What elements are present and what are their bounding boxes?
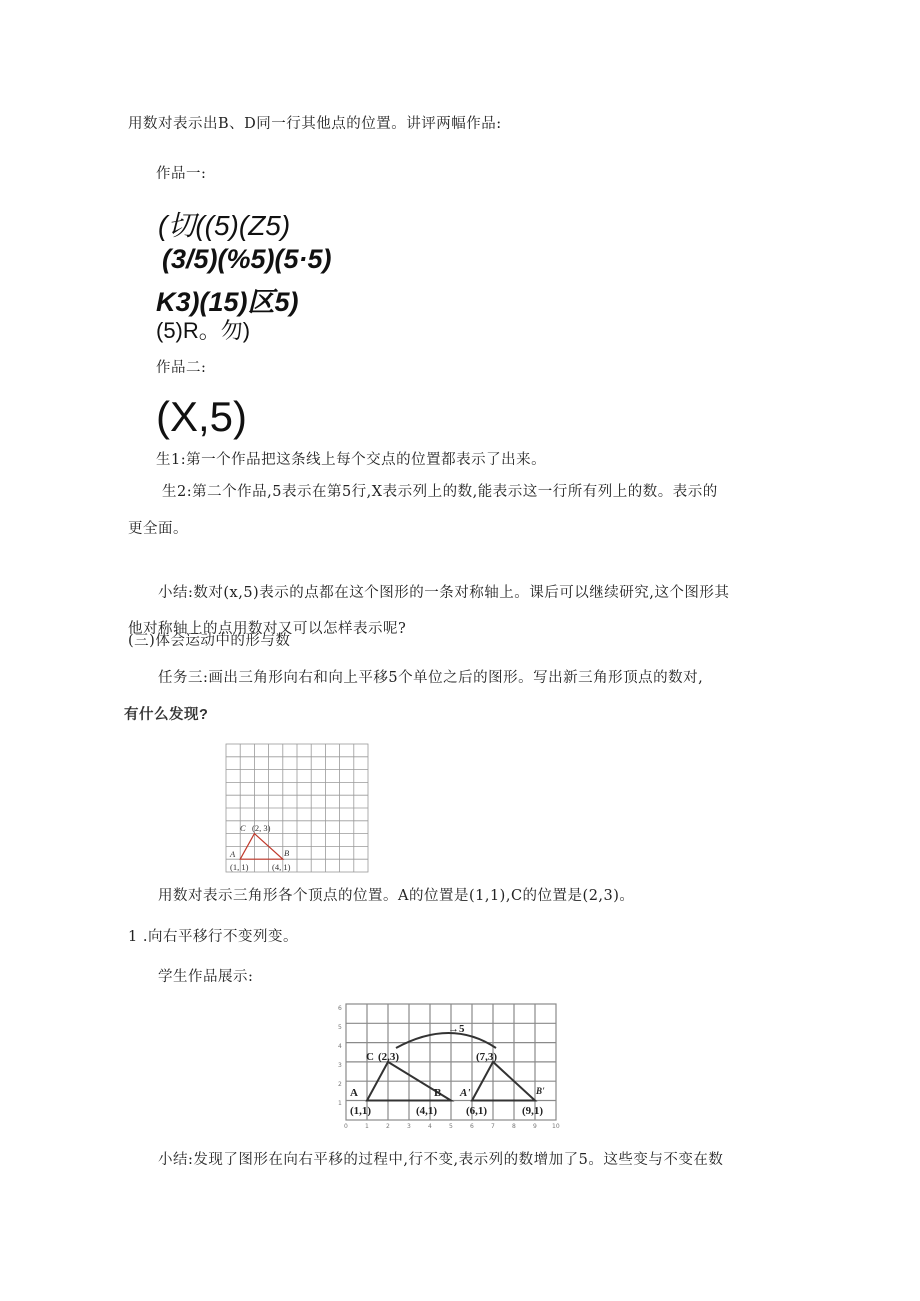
coord-a-prime: (6,1)	[466, 1105, 488, 1117]
task-3-question: 有什么发现?	[124, 707, 209, 723]
summary-1: 小结:数对(x,5)表示的点都在这个图形的一条对称轴上。课后可以继续研究,这个图形其	[158, 585, 730, 601]
student-work-label: 学生作品展示:	[158, 969, 254, 985]
label-b: B	[434, 1087, 442, 1099]
arrow-label: →5	[448, 1023, 465, 1035]
label-a: A	[350, 1087, 358, 1099]
label-c: C	[240, 823, 246, 833]
student-1-remark: 生1:第一个作品把这条线上每个交点的位置都表示了出来。	[156, 452, 547, 468]
y-tick: 2	[338, 1081, 342, 1088]
label-a-prime: A'	[460, 1087, 471, 1099]
y-tick: 5	[338, 1024, 342, 1031]
figure-grid-translation	[336, 998, 568, 1130]
coord-c: (2, 3)	[252, 823, 271, 833]
section-3-heading: (三)体会运动中的形与数	[128, 633, 291, 649]
x-tick: 0	[344, 1123, 348, 1130]
coord-c-prime: (7,3)	[476, 1051, 498, 1063]
handwriting-line-1: (切((5)(Z5)	[158, 210, 291, 241]
y-tick: 6	[338, 1005, 342, 1012]
coord-b-prime: (9,1)	[522, 1105, 544, 1117]
item-1: 1 .向右平移行不变列变。	[128, 929, 298, 945]
work-one-label: 作品一:	[156, 166, 207, 182]
summary-2: 小结:发现了图形在向右平移的过程中,行不变,表示列的数增加了5。这些变与不变在数	[158, 1152, 724, 1168]
student-2-remark: 生2:第二个作品,5表示在第5行,X表示列上的数,能表示这一行所有列上的数。表示的	[162, 484, 718, 500]
coord-b: (4, 1)	[272, 862, 291, 872]
figure-grid-small	[212, 740, 372, 880]
x-tick: 9	[533, 1123, 537, 1130]
handwriting-line-3: K3)(15)区5)	[156, 287, 299, 317]
y-tick: 3	[338, 1062, 342, 1069]
x-tick: 4	[428, 1123, 432, 1130]
work-two-answer: (X,5)	[156, 393, 248, 440]
paragraph-1: 用数对表示出B、D同一行其他点的位置。讲评两幅作品:	[128, 116, 502, 132]
x-tick: 10	[552, 1123, 560, 1130]
handwriting-line-2: (3/5)(%5)(5·5)	[162, 244, 332, 274]
x-tick: 5	[449, 1123, 453, 1130]
y-tick: 1	[338, 1100, 342, 1107]
coord-a: (1, 1)	[230, 862, 249, 872]
task-3: 任务三:画出三角形向右和向上平移5个单位之后的图形。写出新三角形顶点的数对,	[158, 670, 704, 686]
label-b-prime: B'	[536, 1086, 545, 1096]
coord-a: (1,1)	[350, 1105, 372, 1117]
label-c: C	[366, 1051, 374, 1063]
label-a: A	[230, 849, 236, 859]
x-tick: 6	[470, 1123, 474, 1130]
coord-c: (2,3)	[378, 1051, 400, 1063]
paragraph-vertices: 用数对表示三角形各个顶点的位置。A的位置是(1,1),C的位置是(2,3)。	[158, 888, 635, 904]
x-tick: 1	[365, 1123, 369, 1130]
summary-1-cont: 他对称轴上的点用数对又可以怎样表示呢?	[128, 621, 407, 637]
handwriting-line-4: (5)R。勿)	[156, 318, 251, 343]
coord-b: (4,1)	[416, 1105, 438, 1117]
work-two-label: 作品二:	[156, 360, 207, 376]
x-tick: 8	[512, 1123, 516, 1130]
translation-arrow	[396, 1033, 496, 1048]
x-tick: 2	[386, 1123, 390, 1130]
student-2-remark-cont: 更全面。	[128, 521, 188, 537]
x-tick: 7	[491, 1123, 495, 1130]
y-tick: 4	[338, 1043, 342, 1050]
label-b: B	[284, 848, 290, 858]
x-tick: 3	[407, 1123, 411, 1130]
